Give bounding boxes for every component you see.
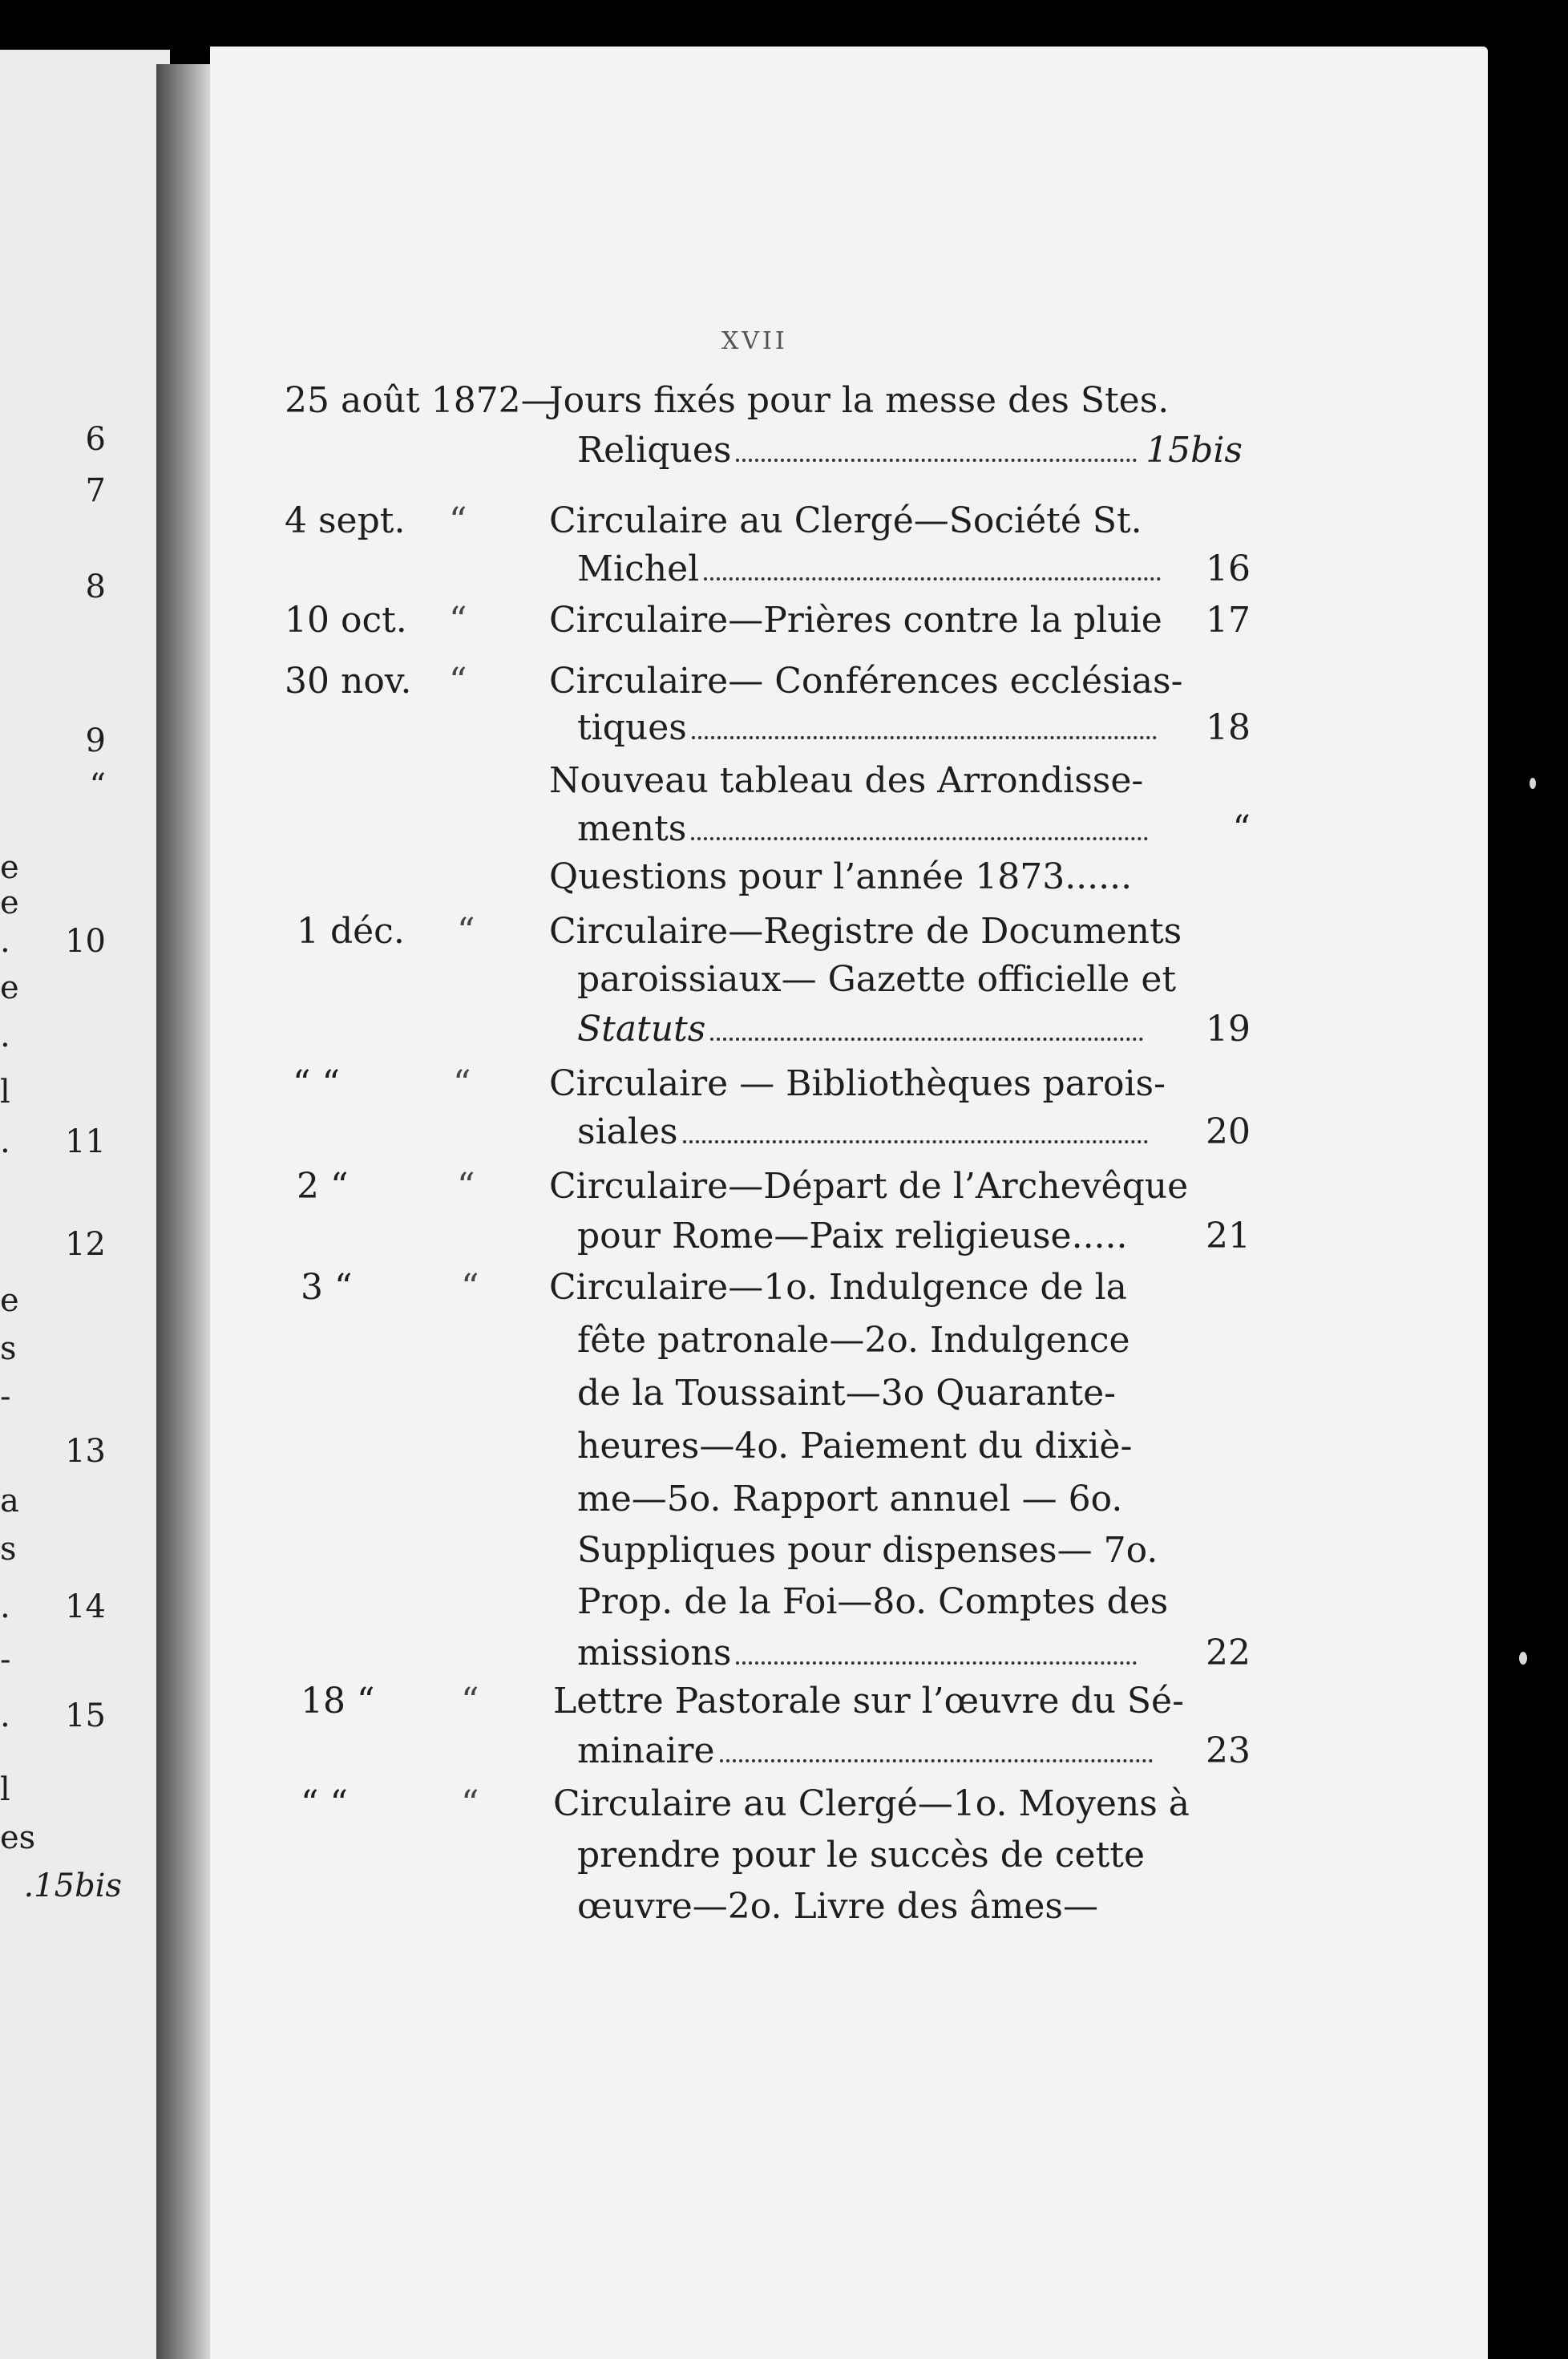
prev-page-text-fragment: a: [0, 1483, 19, 1519]
entry-page-number: 22: [1206, 1633, 1251, 1673]
entry-line: Circulaire—1o. Indulgence de la: [549, 1267, 1127, 1308]
entry-line: fête patronale—2o. Indulgence: [577, 1320, 1130, 1361]
prev-page-number: .15bis: [23, 1867, 122, 1904]
entry-line: Circulaire au Clergé—1o. Moyens à: [553, 1783, 1190, 1824]
prev-page-text-fragment: .: [0, 923, 10, 960]
prev-page-text-fragment: .: [0, 1588, 10, 1625]
scan-speck: [1530, 778, 1536, 789]
entry-line: me—5o. Rapport annuel — 6o.: [577, 1479, 1123, 1519]
prev-page-text-fragment: l: [0, 1771, 10, 1808]
entry-page-number: 23: [1206, 1730, 1251, 1771]
entry-page-number: “: [1232, 808, 1251, 849]
ditto-mark: “: [449, 600, 467, 641]
prev-page-number: 12: [65, 1226, 106, 1263]
prev-page-number: 8: [85, 569, 106, 605]
entry-line: Nouveau tableau des Arrondisse-: [549, 760, 1144, 801]
entry-page-number: 18: [1206, 707, 1251, 748]
ditto-mark: “: [449, 500, 467, 541]
entry-date: 1 déc.: [297, 911, 405, 952]
entry-line: Michel: [577, 548, 700, 589]
entry-line: Jours fixés pour la messe des Stes.: [549, 380, 1170, 421]
entry-page-number: 17: [1206, 600, 1251, 641]
entry-line: tiques: [577, 707, 687, 748]
entry-date: 2 “: [297, 1166, 349, 1207]
entry-page-number: 15bis: [1146, 430, 1243, 471]
entry-line: Circulaire—Départ de l’Archevêque: [549, 1166, 1189, 1207]
page-header-numeral: XVII: [721, 327, 788, 355]
ditto-mark: “: [461, 1267, 479, 1308]
prev-page-text-fragment: l: [0, 1074, 10, 1111]
prev-page-text-fragment: .: [0, 1123, 10, 1160]
entry-date: 30 nov.: [285, 661, 412, 702]
entry-line: prendre pour le succès de cette: [577, 1835, 1145, 1875]
entry-line: Circulaire — Bibliothèques parois-: [549, 1063, 1166, 1104]
entry-date: 4 sept.: [285, 500, 406, 541]
prev-page-number: “: [89, 767, 106, 804]
prev-page-text-fragment: e: [0, 884, 19, 921]
dot-leader: [710, 1031, 1143, 1041]
entry-page-number: 19: [1206, 1009, 1251, 1050]
dot-leader: [720, 1753, 1153, 1762]
entry-line: pour Rome—Paix religieuse.....: [577, 1216, 1128, 1256]
dot-leader: [691, 831, 1148, 840]
entry-line: Lettre Pastorale sur l’œuvre du Sé-: [553, 1681, 1184, 1722]
prev-page-number: 15: [65, 1697, 106, 1734]
prev-page-text-fragment: .: [0, 1697, 10, 1734]
entry-line: Circulaire— Conférences ecclésias-: [549, 661, 1183, 702]
dot-leader: [704, 571, 1161, 581]
prev-page-text-fragment: e: [0, 969, 19, 1006]
entry-line: Statuts: [577, 1009, 706, 1050]
entry-date: “ “: [301, 1783, 348, 1824]
dot-leader: [692, 730, 1157, 739]
prev-page-text-fragment: es: [0, 1819, 36, 1856]
prev-page-number: 9: [85, 722, 106, 759]
ditto-mark: “: [457, 1166, 475, 1207]
ditto-mark: “: [453, 1063, 471, 1104]
previous-page-fragment: [0, 50, 170, 2359]
prev-page-number: 6: [85, 421, 106, 458]
ditto-mark: “: [461, 1783, 479, 1824]
prev-page-number: 11: [65, 1123, 106, 1160]
prev-page-text-fragment: s: [0, 1531, 17, 1568]
entry-line: Suppliques pour dispenses— 7o.: [577, 1530, 1158, 1571]
entry-line: missions: [577, 1633, 732, 1673]
entry-line: œuvre—2o. Livre des âmes—: [577, 1886, 1099, 1927]
entry-date: 25 août 1872—: [285, 380, 556, 421]
dot-leader: [736, 452, 1137, 462]
entry-page-number: 21: [1206, 1216, 1251, 1256]
prev-page-text-fragment: e: [0, 1282, 19, 1319]
entry-line: paroissiaux— Gazette officielle et: [577, 959, 1177, 1000]
prev-page-number: 7: [85, 472, 106, 509]
entry-page-number: 16: [1206, 548, 1251, 589]
prev-page-text-fragment: s: [0, 1330, 17, 1367]
entry-date: 18 “: [301, 1681, 375, 1722]
prev-page-text-fragment: e: [0, 849, 19, 886]
entry-line: Questions pour l’année 1873......: [549, 856, 1133, 897]
ditto-mark: “: [461, 1681, 479, 1722]
prev-page-text-fragment: .: [0, 1018, 10, 1054]
entry-line: Circulaire—Registre de Documents: [549, 911, 1182, 952]
entry-line: siales: [577, 1111, 678, 1152]
entry-line: ments: [577, 808, 687, 849]
entry-date: “ “: [293, 1063, 340, 1104]
scan-speck: [1519, 1652, 1527, 1665]
prev-page-number: 10: [65, 923, 106, 960]
entry-page-number: 20: [1206, 1111, 1251, 1152]
prev-page-number: 13: [65, 1433, 106, 1470]
entry-line: heures—4o. Paiement du dixiè-: [577, 1426, 1133, 1467]
entry-line: Circulaire au Clergé—Société St.: [549, 500, 1142, 541]
ditto-mark: “: [449, 661, 467, 702]
prev-page-text-fragment: -: [0, 1378, 11, 1415]
entry-line: de la Toussaint—3o Quarante-: [577, 1373, 1117, 1414]
entry-date: 10 oct.: [285, 600, 407, 641]
entry-date: 3 “: [301, 1267, 353, 1308]
entry-line: Prop. de la Foi—8o. Comptes des: [577, 1581, 1169, 1622]
prev-page-text-fragment: -: [0, 1641, 11, 1678]
entry-line: Circulaire—Prières contre la pluie: [549, 600, 1162, 641]
dot-leader: [736, 1655, 1137, 1665]
dot-leader: [683, 1134, 1148, 1143]
entry-line: Reliques: [577, 430, 732, 471]
entry-line: minaire: [577, 1730, 715, 1771]
ditto-mark: “: [457, 911, 475, 952]
prev-page-number: 14: [65, 1588, 106, 1625]
